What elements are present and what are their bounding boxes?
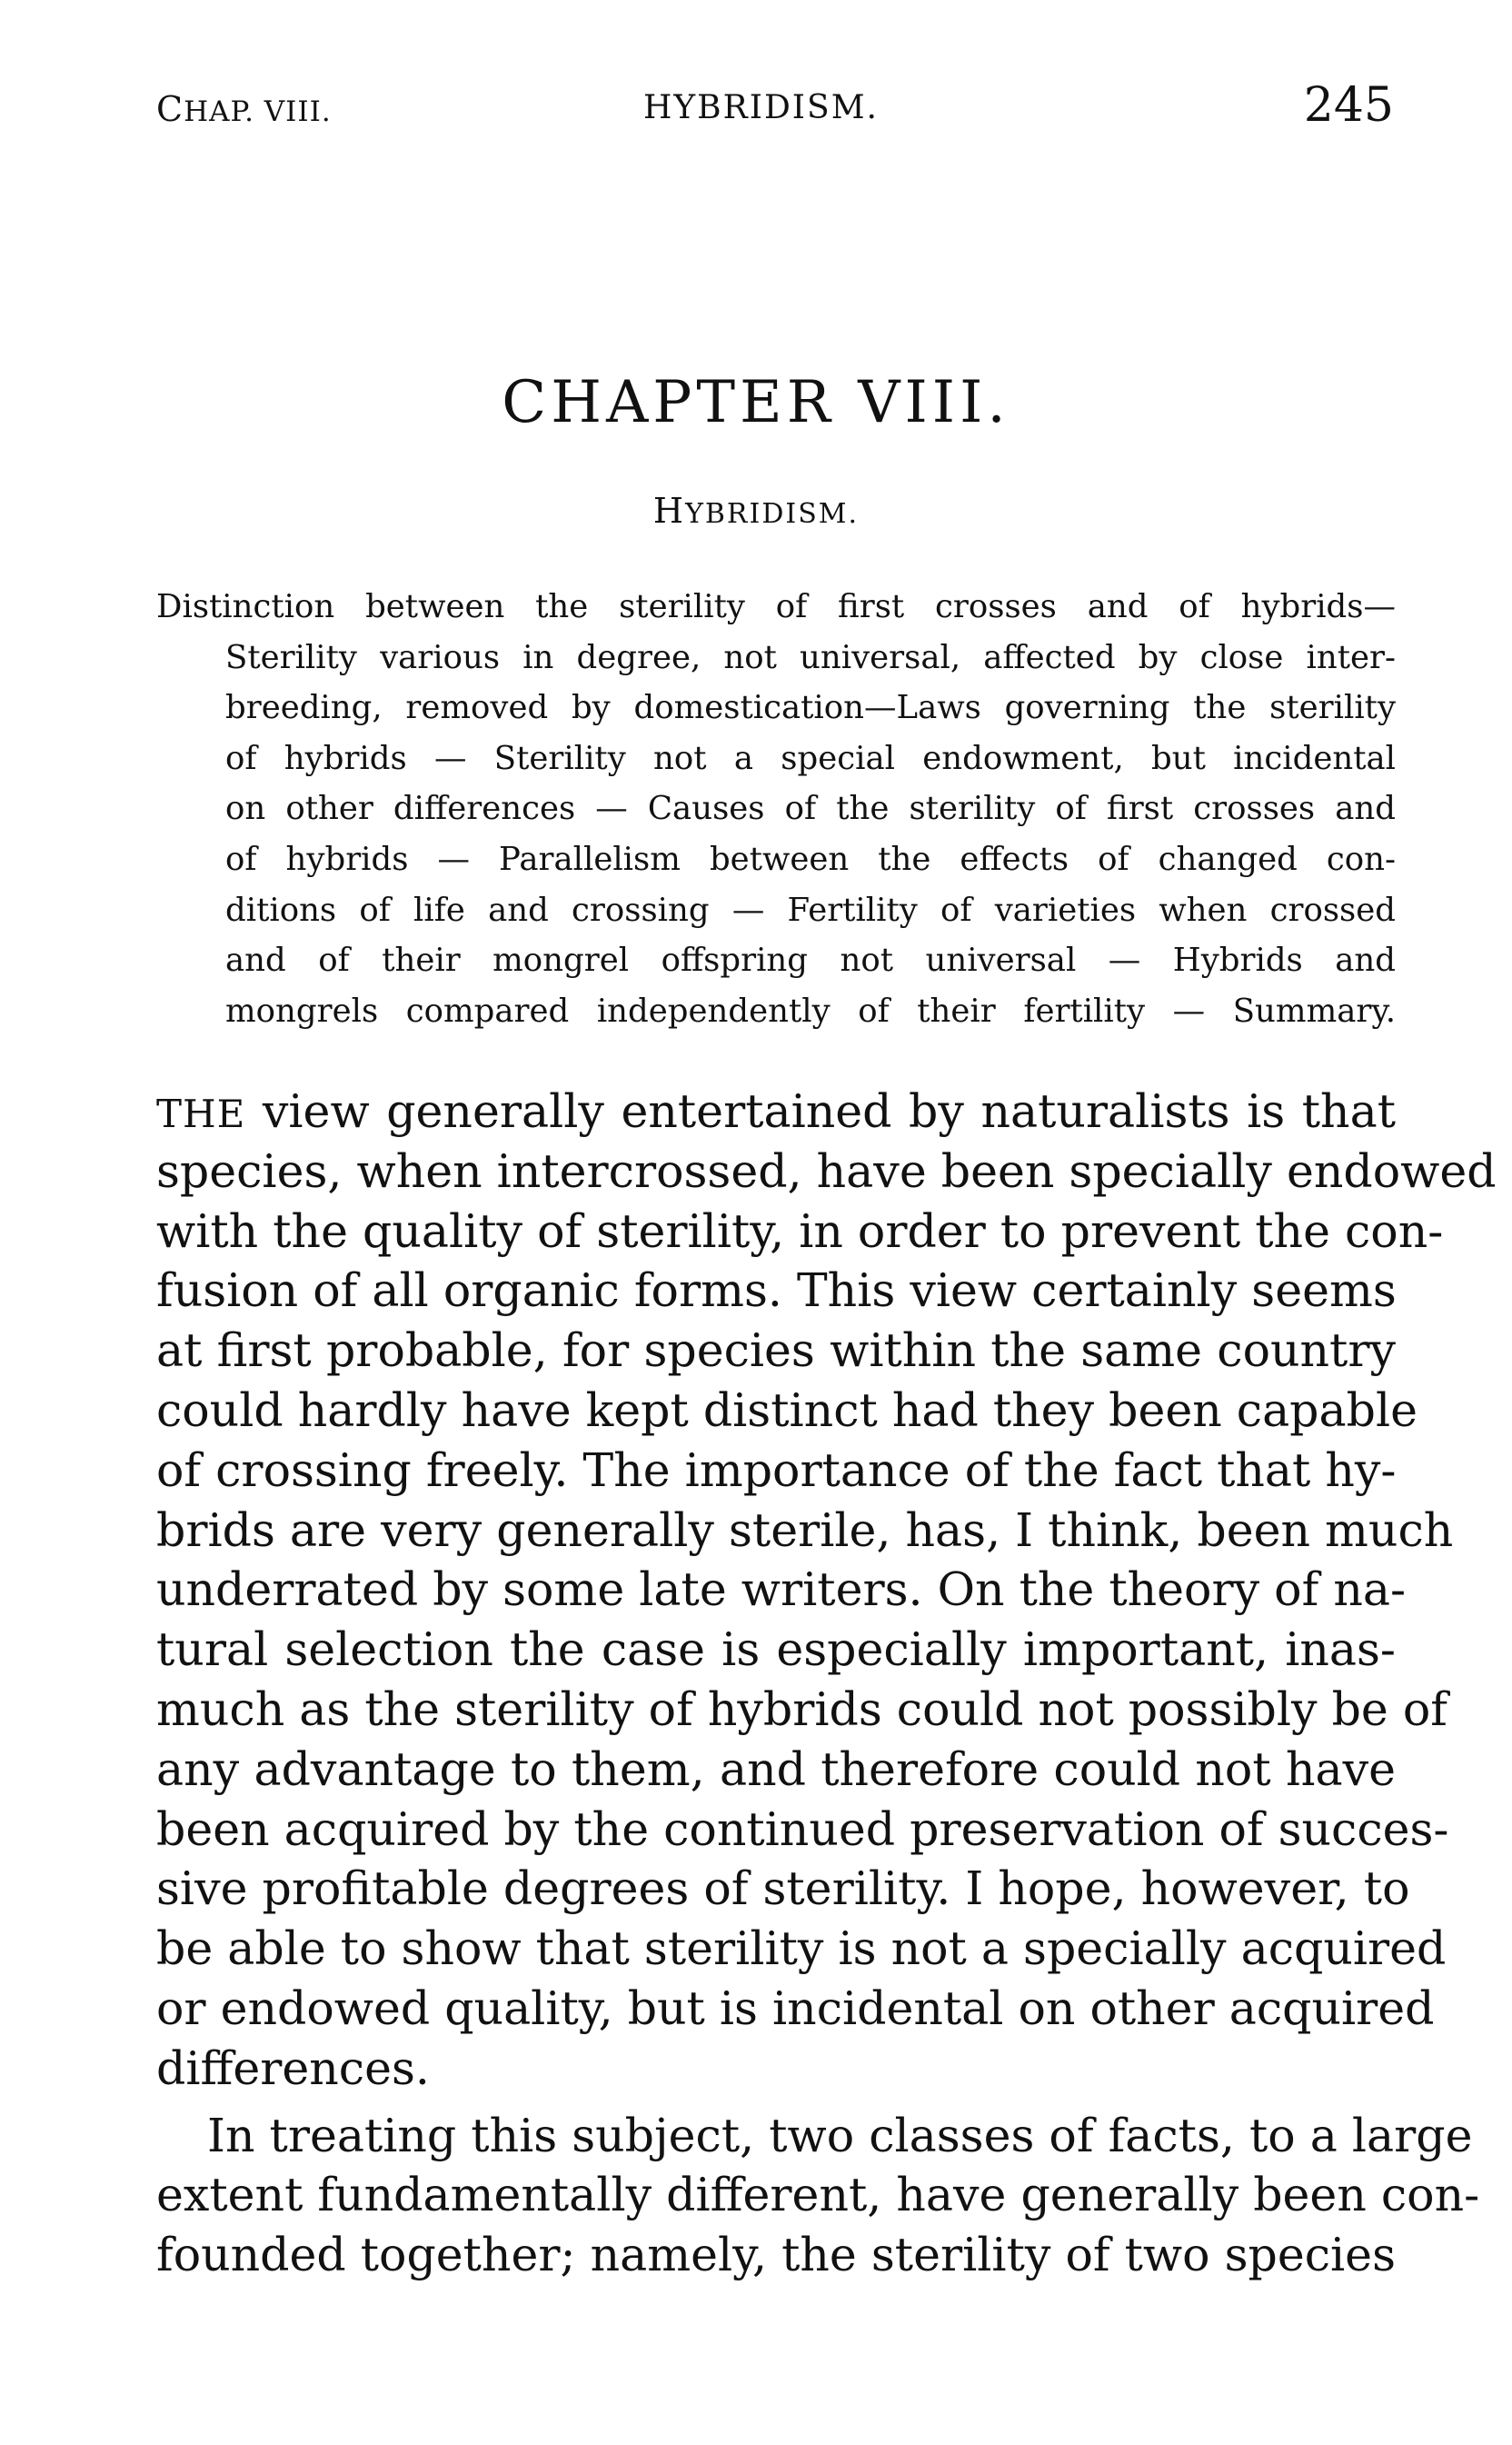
summary-line: of hybrids — Parallelism between the effects of changed con- <box>225 840 1396 878</box>
summary-line: on other differences — Causes of the sterility of first crosses and <box>225 790 1396 828</box>
body-line: differences. <box>156 2041 430 2095</box>
body-line: of crossing freely. The importance of the fact that hy- <box>156 1442 1397 1497</box>
running-head-title: HYBRIDISM. <box>643 89 879 126</box>
body-line: any advantage to them, and therefore could not have <box>156 1741 1396 1796</box>
summary-line: mongrels compared independently of their fertility — Summary. <box>225 992 1396 1030</box>
summary-line: of hybrids — Sterility not a special endowment, but incidental <box>225 739 1396 777</box>
body-line: species, when intercrossed, have been specially endowed <box>156 1143 1497 1198</box>
chapter-subtitle-initial: H <box>652 491 686 531</box>
running-head-chapter <box>156 89 332 129</box>
chapter-heading: CHAPTER VIII. <box>502 369 1010 436</box>
running-head <box>156 75 1394 138</box>
chapter-summary <box>156 582 1396 1036</box>
body-line-paragraph-start: In treating this subject, two classes of facts, to a large <box>207 2108 1473 2162</box>
body-line: be able to show that sterility is not a specially acquired <box>156 1921 1447 1976</box>
body-line: much as the sterility of hybrids could not possibly be of <box>156 1682 1447 1736</box>
body-line: been acquired by the continued preservation of succes- <box>156 1801 1449 1856</box>
body-line: with the quality of sterility, in order to prevent the con- <box>156 1203 1444 1258</box>
body-line: founded together; namely, the sterility of two species <box>156 2228 1396 2282</box>
running-head-chapter-rest: HAP. VIII. <box>184 95 332 128</box>
body-first-line-rest: view generally entertained by naturalists is that <box>262 1084 1396 1138</box>
body-line: underrated by some late writers. On the theory of na- <box>156 1562 1407 1617</box>
body-line: could hardly have kept distinct had they been capable <box>156 1382 1418 1437</box>
summary-line: Distinction between the sterility of first crosses and of hybrids— <box>156 588 1396 625</box>
body-line-first <box>156 1082 1396 1142</box>
body-line: extent fundamentally different, have generally been con- <box>156 2168 1480 2222</box>
body-line: fusion of all organic forms. This view certainly seems <box>156 1263 1397 1318</box>
body-line: tural selection the case is especially important, inas- <box>156 1622 1396 1677</box>
chapter-subtitle-rest: YBRIDISM. <box>685 498 860 530</box>
summary-line: Sterility various in degree, not universal, affected by close inter- <box>225 638 1396 676</box>
body-line: sive profitable degrees of sterility. I hope, however, to <box>156 1861 1410 1916</box>
body-line: at first probable, for species within the same country <box>156 1323 1396 1378</box>
body-line: or endowed quality, but is incidental on other acquired <box>156 1981 1435 2035</box>
body-line: brids are very generally sterile, has, I think, been much <box>156 1502 1454 1557</box>
running-head-chapter-initial: C <box>156 89 184 129</box>
chapter-subtitle <box>0 491 1512 531</box>
summary-line: and of their mongrel offspring not universal — Hybrids and <box>225 942 1396 980</box>
body-lead-word: THE <box>156 1092 246 1136</box>
page-number: 245 <box>1303 78 1394 133</box>
summary-line: breeding, removed by domestication—Laws governing the sterility <box>225 689 1396 727</box>
body-text <box>156 1082 1497 2285</box>
summary-line: ditions of life and crossing — Fertility of varieties when crossed <box>225 891 1396 929</box>
